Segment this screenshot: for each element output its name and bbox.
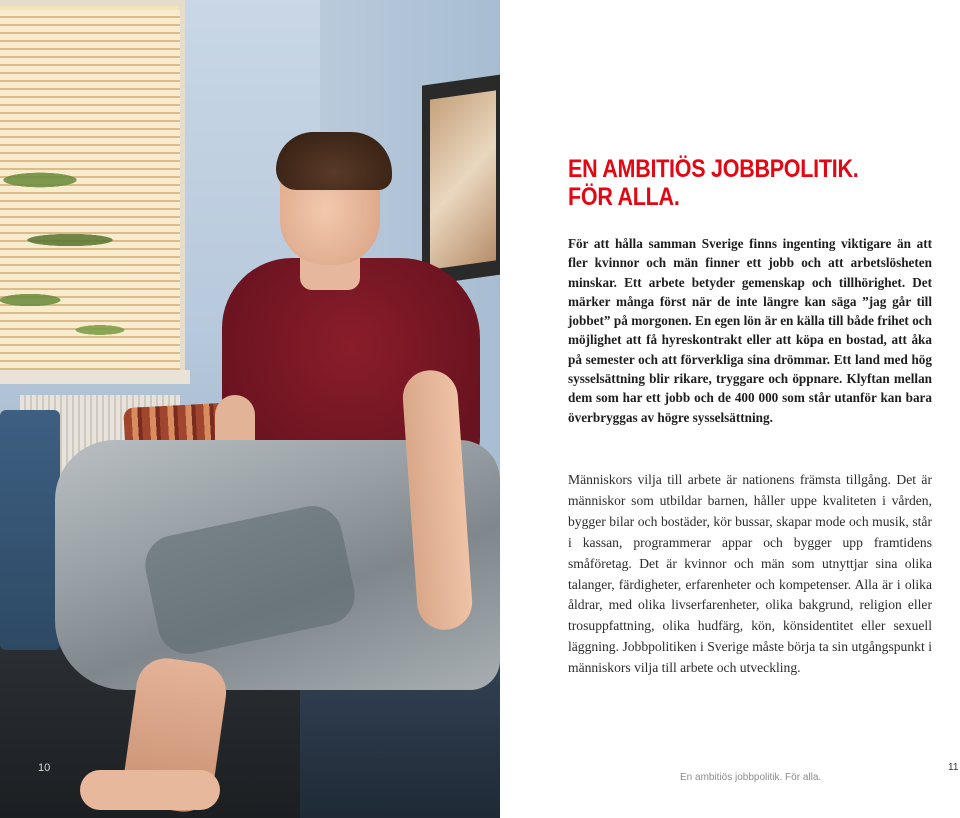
photo-person-foot [80, 770, 220, 810]
photo-jeans [0, 410, 60, 650]
page-number-left: 10 [38, 762, 51, 774]
page-title-line-2: FÖR ALLA. [568, 183, 680, 211]
photo-picture-art [430, 90, 496, 269]
lead-paragraph: För att hålla samman Sverige finns ingenting viktigare än att fler kvinnor och män finner ett jobb och att arbetslösheten minskar. Ett arbete betyder gemenskap och tillhörighet. Det märker många först när de inte längre kan säga ”jag går till jobbet” på morgonen. En egen lön är en källa till både frihet och möjlighet att få hyreskontrakt eller att köpa en bostad, att åka på semester och att förverkliga sina drömmar. Ett land med hög sysselsättning blir rikare, tryggare och öppnare. Klyftan mellan dem som har ett jobb och de 400 000 som står utanför kan bara överbryggas av högre sysselsättning. [568, 236, 932, 425]
photo-window-sill [0, 370, 190, 384]
page-number-right: 11 [948, 762, 959, 773]
page-title [568, 155, 886, 211]
body-paragraph: Människors vilja till arbete är nationens främsta tillgång. Det är människor som utbildar barnen, håller uppe kvaliteten i vården, bygger bilar och bostäder, kör bussar, skapar mode och musik, står i kassan, programmerar appar och bygger upp framtidens småföretag. Det är kvinnor och män som utnyttjar sina olika talanger, färdigheter, erfarenheter och kompetenser. Alla är i olika åldrar, med olika livserfarenheter, olika bakgrund, religion eller trosuppfattning, olika hudfärg, kön, könsidentitet eller sexuell läggning. Jobbpolitiken i Sverige måste börja ta sin utgångspunkt i människors vilja till arbete och utveckling. [568, 472, 932, 676]
photo-person-hair [276, 132, 392, 190]
text-page [500, 0, 960, 818]
page-title-line-1: EN AMBITIÖS JOBBPOLITIK. [568, 155, 859, 183]
running-footer: En ambitiös jobbpolitik. För alla. [680, 772, 822, 783]
photo-plant [0, 120, 150, 360]
